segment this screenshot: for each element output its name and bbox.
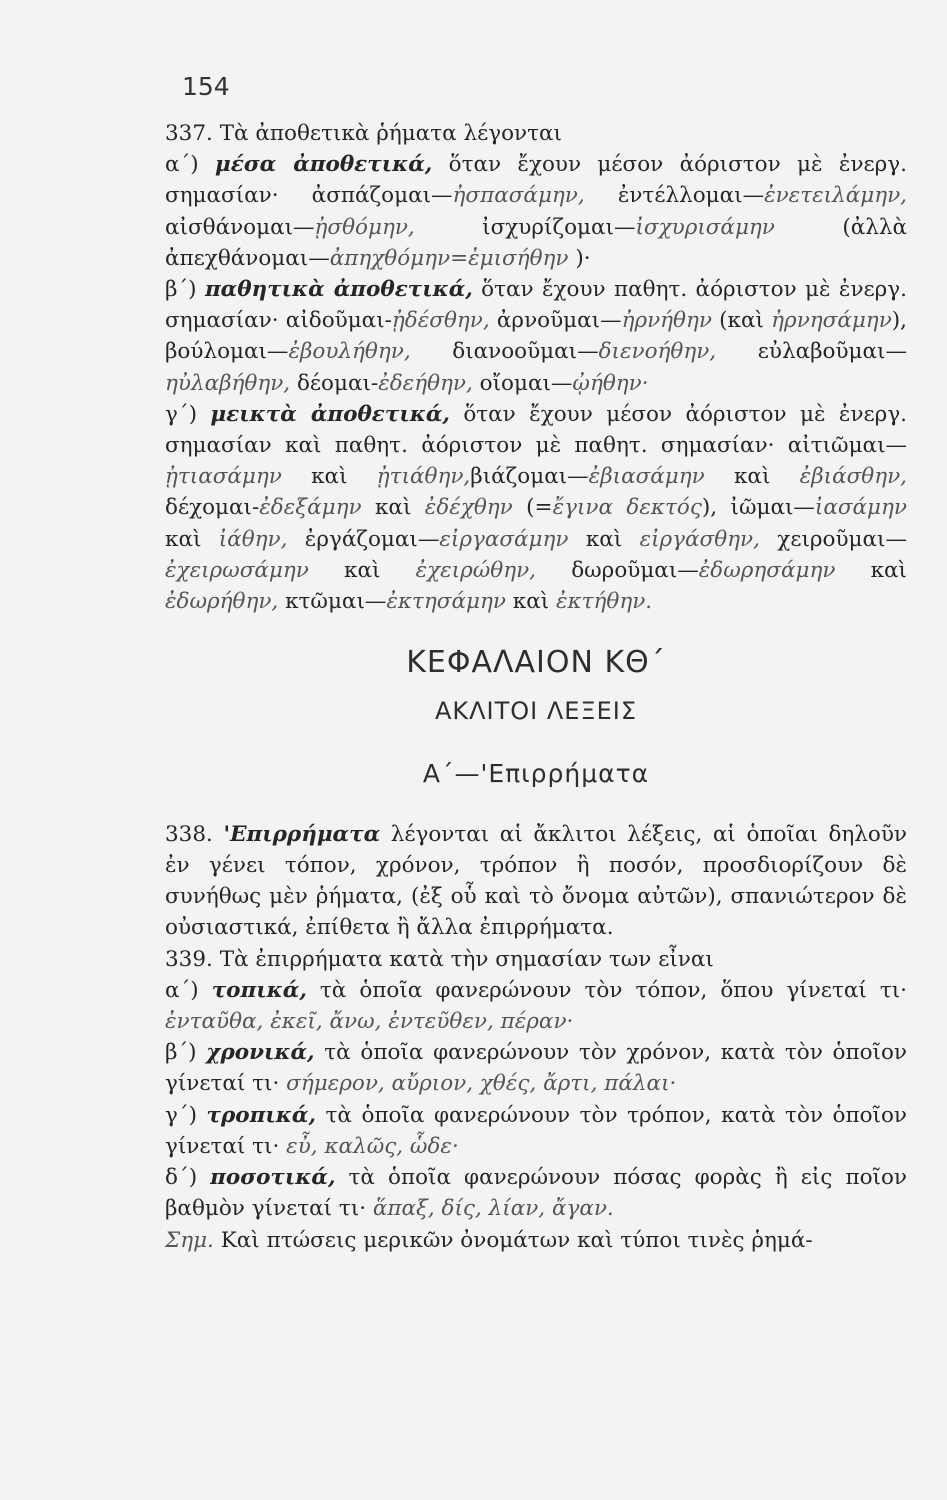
text: δέχομαι- [165,495,260,521]
text: ), βούλομαι— [165,308,907,365]
term: τοπικά, [211,977,307,1003]
text: λέγονται αἱ ἄκλιτοι λέξεις, αἱ ὁποῖαι δηλοῦν ἐν γένει τόπον, χρόνον, τρόπον ἢ ποσόν, προσδιορίζουν δὲ συνήθως μὲν ῥήματα, (ἐξ οὗ καὶ τὸ ὄνομα αὐτῶν), σπανιώτερον δὲ οὐσιαστικά, ἐπίθετα ἢ ἄλλα ἐπιρρήματα. [165,821,907,941]
paragraph-number: 338. [165,821,224,847]
examples: ἐνταῦθα, ἐκεῖ, ἄνω, ἐντεῦθεν, πέραν· [165,1009,574,1035]
text: ἀρνοῦμαι— [489,308,622,334]
form: ᾠήθην· [572,370,649,396]
paragraph-339-d [165,1162,907,1224]
text: 337. Τὰ ἀποθετικὰ ῥήματα λέγονται [165,121,562,146]
item-label: δ΄) [165,1165,211,1191]
form: ἐδεήθην, [378,370,473,396]
form: ηὐλαβήθην, [165,370,291,396]
text: καὶ [308,557,416,583]
form: ἐδεξάμην [259,495,362,521]
paragraph-337-c [165,399,907,617]
text: διανοοῦμαι— [410,339,599,365]
examples: σήμερον, αὔριον, χθές, ἄρτι, πάλαι· [286,1071,677,1097]
text: ὅταν ἔχουν παθητ. ἀόριστον μὲ ἐνεργ. σημασίαν· αἰδοῦμαι- [165,277,907,334]
chapter-subtitle: ΑΚΛΙΤΟΙ ΛΕΞΕΙΣ [434,697,638,726]
paragraph-339-c [165,1100,907,1162]
item-label: α΄) [165,977,212,1003]
form: ᾐτιασάμην [165,464,282,490]
paragraph-339-note [165,1225,907,1256]
form: ἔγινα δεκτός [552,495,702,521]
term: παθητικὰ ἀποθετικά, [204,277,473,303]
form: διενοήθην, [598,339,717,365]
item-label: γ΄) [165,401,211,427]
form: ᾐσθόμην, [314,214,415,240]
text: καὶ [568,526,640,552]
text: (ἀλλὰ ἀπεχθάνομαι— [165,214,907,271]
form: ἰασάμην [814,495,907,521]
form: ἐδέχθην [424,495,513,521]
form: ᾐδέσθην, [391,308,490,334]
text: τὰ ὁποῖα φανερώνουν τὸν τόπον, ὅπου γίνεταί τι· [306,977,907,1003]
form: ἐδωρησάμην [698,557,836,583]
item-label: β΄) [165,1040,207,1066]
text: αἰσθάνομαι— [165,214,315,240]
text: ἰσχυρίζομαι— [414,214,636,240]
form: εἰργασάμην [439,526,569,552]
form: ἠρνησάμην [771,308,892,334]
form: ἠρνήθην [621,308,712,334]
paragraph-337-b [165,274,907,399]
text: δωροῦμαι— [536,557,699,583]
chapter-title: ΚΕΦΑΛΑΙΟΝ ΚΘ΄ [406,645,666,681]
paragraph-339-a [165,975,907,1037]
item-label: β΄) [165,277,205,303]
text: καὶ [835,557,907,583]
paragraph-337-a [165,149,907,274]
paragraph-339-intro [165,944,907,975]
text: ὅταν ἔχουν μέσον ἀόριστον μὲ ἐνεργ. σημασίαν· ἀσπάζομαι— [165,152,907,209]
text: 339. Τὰ ἐπιρρήματα κατὰ τὴν σημασίαν των εἶναι [165,946,714,972]
text: κτῶμαι— [278,589,387,615]
text: βιάζομαι— [470,464,589,490]
item-label: α΄) [165,152,216,178]
text: καὶ [505,589,556,615]
form: ἰσχυρισάμην [635,214,775,240]
form: ἐβιασάμην [588,464,705,490]
text: )· [568,245,591,271]
form: ἐκτήθην. [555,589,653,615]
text: καὶ [281,464,377,490]
text: Καὶ πτώσεις μερικῶν ὀνομάτων καὶ τύποι τινὲς ῥημά- [213,1227,813,1253]
form: ἐδωρήθην, [165,589,279,615]
page-body [165,118,907,1256]
form: ἐκτησάμην [386,589,506,615]
paragraph-337-intro [165,118,907,149]
text: ), ἰῶμαι— [701,495,815,521]
page-number: 154 [182,72,230,101]
form: ἀπηχθόμην=ἐμισήθην [329,245,569,271]
text: (καὶ [711,308,772,334]
note-label: Σημ. [165,1227,214,1253]
text: οἴομαι— [472,370,573,396]
paragraph-338 [165,819,907,944]
form: ἐχειρώθην, [415,557,537,583]
form: ἐχειρωσάμην [165,557,309,583]
examples: ἅπαξ, δίς, λίαν, ἄγαν. [372,1196,614,1222]
text: τὰ ὁποῖα φανερώνουν πόσας φορὰς ἢ εἰς ποῖον βαθμὸν γίνεταί τι· [165,1165,907,1222]
form: ᾐτιάθην, [376,464,471,490]
text: (= [512,495,553,521]
term: τροπικά, [206,1102,316,1128]
text: χειροῦμαι— [759,526,907,552]
text: καὶ [361,495,425,521]
text: τὰ ὁποῖα φανερώνουν τὸν χρόνον, κατὰ τὸν ὁποῖον γίνεταί τι· [165,1040,907,1097]
term: χρονικά, [206,1040,315,1066]
paragraph-339-b [165,1037,907,1099]
text: καὶ [704,464,800,490]
form: εἰργάσθην, [639,526,760,552]
text: καὶ [165,526,219,552]
examples: εὖ, καλῶς, ὧδε· [286,1133,459,1159]
section-title: Α΄—'Επιρρήματα [422,758,650,788]
term: μέσα ἀποθετικά, [215,152,433,178]
form: ἐβιάσθην, [799,464,907,490]
form: ἐβουλήθην, [288,339,411,365]
text: ὅταν ἔχουν μέσον ἀόριστον μὲ ἐνεργ. σημασίαν καὶ παθητ. ἀόριστον μὲ παθητ. σημασίαν· αἰτιῶμαι— [165,401,907,459]
text: ἐντέλλομαι— [584,183,765,209]
text: δέομαι- [290,370,379,396]
item-label: γ΄) [165,1102,207,1128]
term: μεικτὰ ἀποθετικά, [210,401,450,427]
text: τὰ ὁποῖα φανερώνουν τὸν τρόπον, κατὰ τὸν ὁποῖον γίνεταί τι· [165,1102,907,1159]
text: εὐλαβοῦμαι— [716,339,907,365]
form: ἠσπασάμην, [452,183,585,209]
term: 'Επιρρήματα [223,821,381,847]
term: ποσοτικά, [210,1165,336,1191]
text: ἐργάζομαι— [287,526,440,552]
form: ἰάθην, [218,526,288,552]
form: ἐνετειλάμην, [764,183,907,209]
